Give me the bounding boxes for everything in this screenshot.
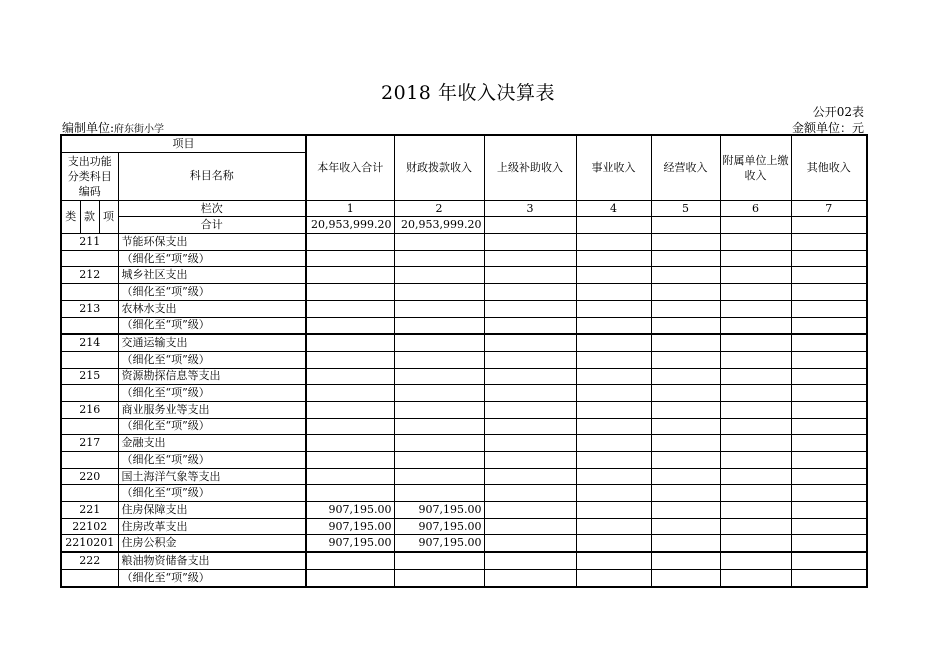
row-value (394, 334, 484, 351)
row-subject-name: 国土海洋气象等支出 (118, 468, 306, 485)
row-value (484, 401, 576, 418)
column-number: 2 (394, 200, 484, 217)
row-value (791, 535, 867, 552)
row-value (651, 351, 720, 368)
row-subject-name: 交通运输支出 (118, 334, 306, 351)
row-code (61, 385, 118, 402)
row-code: 222 (61, 552, 118, 569)
row-value (576, 317, 651, 334)
total-cell (651, 217, 720, 234)
row-value (576, 368, 651, 385)
table-row (61, 351, 867, 368)
row-value (394, 401, 484, 418)
row-value (484, 250, 576, 267)
row-code: 214 (61, 334, 118, 351)
row-value (306, 250, 394, 267)
header-row-label: 栏次 (118, 200, 306, 217)
row-value (484, 334, 576, 351)
row-value (306, 334, 394, 351)
col-header: 财政拨款收入 (394, 135, 484, 200)
row-subject-name: （细化至“项”级） (118, 385, 306, 402)
row-value (791, 250, 867, 267)
row-code: 211 (61, 234, 118, 251)
row-subject-name: 住房保障支出 (118, 502, 306, 519)
row-value (791, 385, 867, 402)
row-value (720, 485, 791, 502)
row-value (306, 452, 394, 469)
row-value (394, 418, 484, 435)
row-value (791, 284, 867, 301)
row-subject-name: （细化至“项”级） (118, 569, 306, 586)
row-subject-name: 节能环保支出 (118, 234, 306, 251)
row-value (576, 552, 651, 569)
row-value (394, 267, 484, 284)
col-header: 本年收入合计 (306, 135, 394, 200)
row-value (720, 368, 791, 385)
row-subject-name: （细化至“项”级） (118, 485, 306, 502)
row-value (394, 452, 484, 469)
row-value (576, 334, 651, 351)
row-value (394, 351, 484, 368)
row-value: 907,195.00 (394, 502, 484, 519)
row-value (576, 468, 651, 485)
row-code (61, 569, 118, 586)
income-table (60, 134, 868, 588)
row-value (484, 284, 576, 301)
row-value (720, 569, 791, 586)
row-value (720, 518, 791, 535)
col-header: 事业收入 (576, 135, 651, 200)
row-value (791, 401, 867, 418)
row-value (720, 401, 791, 418)
row-value (484, 552, 576, 569)
row-value (576, 452, 651, 469)
row-value (651, 468, 720, 485)
row-value (651, 250, 720, 267)
table-row (61, 284, 867, 301)
row-code (61, 418, 118, 435)
row-value (720, 284, 791, 301)
table-row (61, 317, 867, 334)
row-value (651, 435, 720, 452)
row-subject-name: 住房改革支出 (118, 518, 306, 535)
row-value (484, 267, 576, 284)
header-kuan: 款 (80, 200, 99, 233)
row-value (720, 535, 791, 552)
row-subject-name: （细化至“项”级） (118, 418, 306, 435)
row-code: 22102 (61, 518, 118, 535)
row-value (394, 284, 484, 301)
row-value (394, 300, 484, 317)
row-value (306, 300, 394, 317)
row-value (651, 452, 720, 469)
row-value (791, 300, 867, 317)
row-code (61, 485, 118, 502)
row-value (720, 468, 791, 485)
total-cell (576, 217, 651, 234)
row-value (651, 518, 720, 535)
row-value (720, 351, 791, 368)
row-code (61, 250, 118, 267)
row-value (576, 401, 651, 418)
row-value: 907,195.00 (306, 535, 394, 552)
row-value (791, 234, 867, 251)
row-code: 213 (61, 300, 118, 317)
row-value (791, 317, 867, 334)
header-code-group: 支出功能分类科目编码 (61, 152, 118, 200)
row-code: 217 (61, 435, 118, 452)
row-value (576, 535, 651, 552)
row-value (651, 385, 720, 402)
row-value (651, 552, 720, 569)
table-row (61, 435, 867, 452)
row-subject-name: （细化至“项”级） (118, 452, 306, 469)
row-value (720, 385, 791, 402)
column-number: 6 (720, 200, 791, 217)
header-subject-name: 科目名称 (118, 152, 306, 200)
row-value (651, 401, 720, 418)
header-xiang: 项 (99, 200, 118, 233)
total-cell: 20,953,999.20 (394, 217, 484, 234)
row-value (306, 468, 394, 485)
row-value (576, 385, 651, 402)
report-title: 2018 年收入决算表 (381, 82, 555, 104)
row-value (791, 368, 867, 385)
row-value (720, 452, 791, 469)
row-subject-name: 住房公积金 (118, 535, 306, 552)
row-value (576, 250, 651, 267)
row-value (306, 385, 394, 402)
row-value (720, 300, 791, 317)
row-value (651, 317, 720, 334)
row-value (720, 267, 791, 284)
row-value (394, 468, 484, 485)
table-row (61, 452, 867, 469)
table-row (61, 250, 867, 267)
row-subject-name: 资源勘探信息等支出 (118, 368, 306, 385)
table-row (61, 401, 867, 418)
row-value (394, 368, 484, 385)
row-value: 907,195.00 (306, 502, 394, 519)
col-header: 上级补助收入 (484, 135, 576, 200)
row-value (484, 418, 576, 435)
row-value (651, 485, 720, 502)
row-value (484, 300, 576, 317)
row-value (484, 452, 576, 469)
total-cell (791, 217, 867, 234)
row-code: 212 (61, 267, 118, 284)
row-value (306, 485, 394, 502)
table-row (61, 535, 867, 552)
row-value (576, 300, 651, 317)
row-code (61, 317, 118, 334)
row-value (306, 401, 394, 418)
table-row (61, 502, 867, 519)
row-value (651, 368, 720, 385)
column-number: 7 (791, 200, 867, 217)
table-row (61, 300, 867, 317)
row-value (791, 552, 867, 569)
row-value (306, 368, 394, 385)
row-value: 907,195.00 (394, 535, 484, 552)
row-code: 216 (61, 401, 118, 418)
row-code (61, 452, 118, 469)
row-value (791, 569, 867, 586)
row-value (394, 569, 484, 586)
row-value (791, 502, 867, 519)
row-value (791, 435, 867, 452)
row-value (484, 317, 576, 334)
row-value (306, 418, 394, 435)
row-value (484, 435, 576, 452)
row-value (484, 502, 576, 519)
row-subject-name: 农林水支出 (118, 300, 306, 317)
col-header: 附属单位上缴收入 (720, 135, 791, 200)
row-value (394, 250, 484, 267)
row-value (651, 300, 720, 317)
column-number: 4 (576, 200, 651, 217)
row-value (576, 502, 651, 519)
row-code (61, 284, 118, 301)
row-value (306, 552, 394, 569)
row-value (394, 385, 484, 402)
row-value (576, 569, 651, 586)
row-value (394, 485, 484, 502)
row-value (484, 569, 576, 586)
table-row (61, 569, 867, 586)
row-value (394, 552, 484, 569)
row-value (651, 535, 720, 552)
column-number: 3 (484, 200, 576, 217)
row-value (484, 485, 576, 502)
row-subject-name: （细化至“项”级） (118, 284, 306, 301)
row-subject-name: （细化至“项”级） (118, 351, 306, 368)
table-row (61, 234, 867, 251)
row-value (306, 317, 394, 334)
org-name: 府东街小学 (114, 124, 165, 135)
amount-unit: 金额单位：元 (791, 121, 864, 135)
row-value (576, 518, 651, 535)
row-value (651, 502, 720, 519)
row-value (791, 351, 867, 368)
row-value (720, 502, 791, 519)
row-value (394, 435, 484, 452)
header-total-label: 合计 (118, 217, 306, 234)
org-label-text: 编制单位: (62, 121, 115, 135)
row-value (484, 518, 576, 535)
row-value (651, 334, 720, 351)
header-item: 项目 (61, 135, 306, 152)
total-cell (484, 217, 576, 234)
total-cell: 20,953,999.20 (306, 217, 394, 234)
row-value (651, 569, 720, 586)
row-code: 2210201 (61, 535, 118, 552)
row-code: 220 (61, 468, 118, 485)
row-value (791, 334, 867, 351)
row-value (484, 385, 576, 402)
row-subject-name: 金融支出 (118, 435, 306, 452)
row-value (576, 418, 651, 435)
row-value (394, 234, 484, 251)
row-value (791, 418, 867, 435)
row-value (651, 267, 720, 284)
row-value (720, 250, 791, 267)
row-value (576, 435, 651, 452)
column-number: 1 (306, 200, 394, 217)
table-row (61, 552, 867, 569)
row-value (306, 284, 394, 301)
row-value (651, 234, 720, 251)
row-value (720, 552, 791, 569)
table-row (61, 468, 867, 485)
column-number: 5 (651, 200, 720, 217)
row-value (484, 351, 576, 368)
row-value: 907,195.00 (306, 518, 394, 535)
row-value (720, 418, 791, 435)
row-value (484, 234, 576, 251)
col-header: 其他收入 (791, 135, 867, 200)
row-value (791, 518, 867, 535)
row-value (484, 368, 576, 385)
row-code: 215 (61, 368, 118, 385)
row-value (576, 485, 651, 502)
table-row (61, 518, 867, 535)
row-value (791, 485, 867, 502)
row-value (576, 234, 651, 251)
table-row (61, 385, 867, 402)
row-value (306, 267, 394, 284)
row-value (576, 284, 651, 301)
row-value (306, 569, 394, 586)
row-value (651, 418, 720, 435)
col-header: 经营收入 (651, 135, 720, 200)
row-value (306, 234, 394, 251)
row-value (484, 535, 576, 552)
row-value (576, 267, 651, 284)
table-row (61, 267, 867, 284)
row-code: 221 (61, 502, 118, 519)
table-row (61, 485, 867, 502)
row-value (484, 468, 576, 485)
row-subject-name: 城乡社区支出 (118, 267, 306, 284)
row-value (651, 284, 720, 301)
row-value (791, 452, 867, 469)
table-row (61, 418, 867, 435)
row-value (791, 267, 867, 284)
table-row (61, 334, 867, 351)
row-value (791, 468, 867, 485)
row-subject-name: 商业服务业等支出 (118, 401, 306, 418)
row-value (576, 351, 651, 368)
row-subject-name: （细化至“项”级） (118, 250, 306, 267)
header-lei: 类 (61, 200, 80, 233)
form-number: 公开02表 (812, 105, 864, 119)
row-value (720, 234, 791, 251)
row-code (61, 351, 118, 368)
row-subject-name: （细化至“项”级） (118, 317, 306, 334)
row-subject-name: 粮油物资储备支出 (118, 552, 306, 569)
row-value (720, 334, 791, 351)
table-row (61, 368, 867, 385)
row-value (720, 435, 791, 452)
total-cell (720, 217, 791, 234)
row-value (306, 351, 394, 368)
row-value (306, 435, 394, 452)
row-value (394, 317, 484, 334)
row-value (720, 317, 791, 334)
row-value: 907,195.00 (394, 518, 484, 535)
